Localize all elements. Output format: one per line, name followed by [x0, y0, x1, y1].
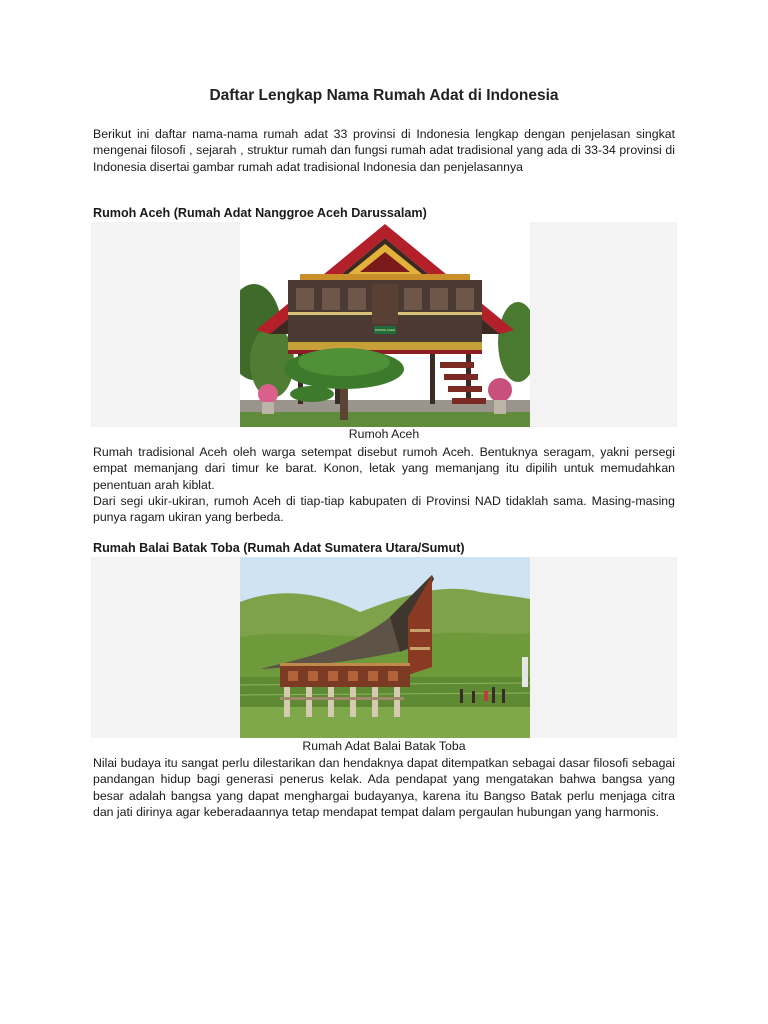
section-heading-aceh: Rumoh Aceh (Rumah Adat Nanggroe Aceh Darussalam): [93, 206, 427, 220]
batak-paragraph-1: Nilai budaya itu sangat perlu dilestarikan dan hendaknya dapat ditempatkan sebagai dasar filosofi sebagai pandangan hidup bagi generasi penerus kelak. Ada pendapat yang mengatakan bahwa bangsa yang besar adalah bangsa yang dapat menghargai budayanya, karena itu Bangso Batak perlu menjaga citra dan jati dirinya agar keberadaannya tetap mendapat tempat dalam pergaulan hubungan yang harmonis.: [93, 756, 675, 820]
rumoh-aceh-photo: [240, 222, 530, 427]
image-caption-aceh: Rumoh Aceh: [348, 427, 420, 441]
batak-toba-photo: [240, 557, 530, 738]
section-heading-batak: Rumah Balai Batak Toba (Rumah Adat Sumatera Utara/Sumut): [93, 541, 465, 555]
document-title: Daftar Lengkap Nama Rumah Adat di Indonesia: [209, 87, 559, 104]
aceh-paragraph-1: Rumah tradisional Aceh oleh warga setempat disebut rumoh Aceh. Bentuknya seragam, yakni persegi empat memanjang dari timur ke barat. Konon, letak yang memanjang itu dipilih untuk memudahkan penentuan arah kiblat.: [93, 445, 675, 492]
intro-paragraph: Berikut ini daftar nama-nama rumah adat 33 provinsi di Indonesia lengkap dengan penjelasan singkat mengenai filosofi , sejarah , struktur rumah dan fungsi rumah adat tradisional yang ada di 33-34 provinsi di Indonesia disertai gambar rumah adat tradisional Indonesia dan penjelasannya: [93, 127, 675, 174]
rumoh-aceh-sign: RUMOH ACEH: [374, 328, 396, 332]
image-caption-batak: Rumah Adat Balai Batak Toba: [302, 739, 466, 753]
aceh-paragraph-2: Dari segi ukir-ukiran, rumoh Aceh di tiap-tiap kabupaten di Provinsi NAD tidaklah sama. Masing-masing punya ragam ukiran yang berbeda.: [93, 494, 675, 525]
